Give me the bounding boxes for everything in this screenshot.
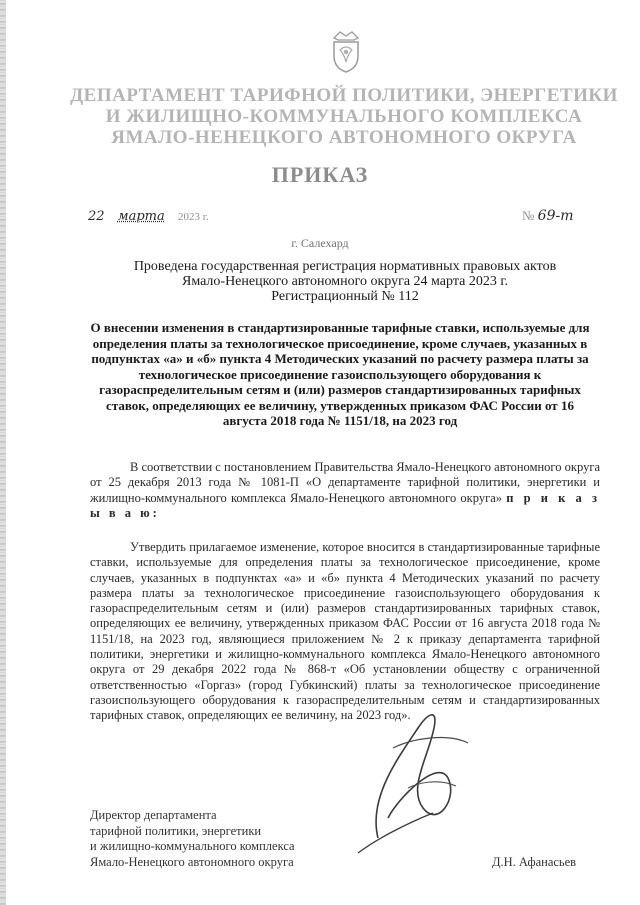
position-line: тарифной политики, энергетики <box>90 823 262 838</box>
position-line: Ямало-Ненецкого автономного округа <box>90 854 294 869</box>
date-day: 22 <box>88 209 105 224</box>
preamble-text: В соответствии с постановлением Правительства Ямало-Ненецкого автономного округа от 25 декабря 2013 года № 1081-П «О департаменте тарифной политики, энергетики и жилищно-коммунального комплекса Ямало-Ненецкого автономного округа» <box>90 460 600 505</box>
signatory-position <box>90 808 295 870</box>
registration-note <box>120 259 570 304</box>
city: г. Салехард <box>291 236 349 250</box>
position-line: Директор департамента <box>90 808 217 822</box>
registration-line: Проведена государственная регистрация нормативных правовых актов <box>133 259 557 274</box>
date-month: марта <box>117 209 165 224</box>
header-line: И ЖИЛИЩНО-КОММУНАЛЬНОГО КОМПЛЕКСА <box>105 106 583 127</box>
header-line: ДЕПАРТАМЕНТ ТАРИФНОЙ ПОЛИТИКИ, ЭНЕРГЕТИКИ <box>70 85 618 106</box>
document-title: ПРИКАЗ <box>271 162 369 187</box>
operative-paragraph: Утвердить прилагаемое изменение, которое вносится в стандартизированные тарифные ставки, используемые для определения платы за технологическое присоединение, кроме случаев, указанных в подпунктах «а» и «б» пункта 4 Методических указаний по расчету размера платы за технологическое присоединение газоиспользующего оборудования к газораспределительным сетям и (или) размеров стандартизированных тарифных ставок, определяющих ее величину, утвержденных приказом ФАС России от 16 августа 2018 года № 1151/18, на 2023 год, являющиеся приложением № 2 к приказу департамента тарифной политики, энергетики и жилищно-коммунального комплекса Ямало-Ненецкого автономного округа от 29 декабря 2022 года № 868-т «Об установлении обществу с ограниченной ответственностью «Горгаз» (город Губкинский) платы за технологическое присоединение газоиспользующего оборудования к газораспределительным сетям и стандартизированных тарифных ставок, определяющих ее величину, на 2023 год». <box>90 540 600 723</box>
date-year: 2023 г. <box>177 211 209 223</box>
order-word: п р и к а з ы в а ю: <box>90 490 600 520</box>
coat-of-arms-icon <box>326 28 366 74</box>
registration-line: Ямало-Ненецкого автономного округа 24 марта 2023 г. <box>181 274 508 289</box>
number-prefix: № <box>522 208 535 223</box>
position-line: и жилищно-коммунального комплекса <box>90 839 295 853</box>
header-line: ЯМАЛО-НЕНЕЦКОГО АВТОНОМНОГО ОКРУГА <box>111 127 577 148</box>
document-number <box>522 208 573 224</box>
handwritten-signature-icon <box>338 688 488 858</box>
preamble-paragraph <box>90 460 600 521</box>
registration-line: Регистрационный № 112 <box>271 289 419 304</box>
number-value: 69-т <box>537 208 574 224</box>
document-date <box>88 208 209 224</box>
department-header <box>60 85 628 148</box>
scan-edge <box>0 0 6 905</box>
order-subject: О внесении изменения в стандартизированные тарифные ставки, используемые для определения платы за технологическое присоединение, кроме случаев, указанных в подпунктах «а» и «б» пункта 4 Методических указаний по расчету размера платы за технологическое присоединение газоиспользующего оборудования к газораспределительным сетям и (или) размеров стандартизированных тарифных ставок, определяющих ее величину, утвержденных приказом ФАС России от 16 августа 2018 года № 1151/18, на 2023 год <box>90 320 590 428</box>
signatory-name: Д.Н. Афанасьев <box>492 855 577 869</box>
